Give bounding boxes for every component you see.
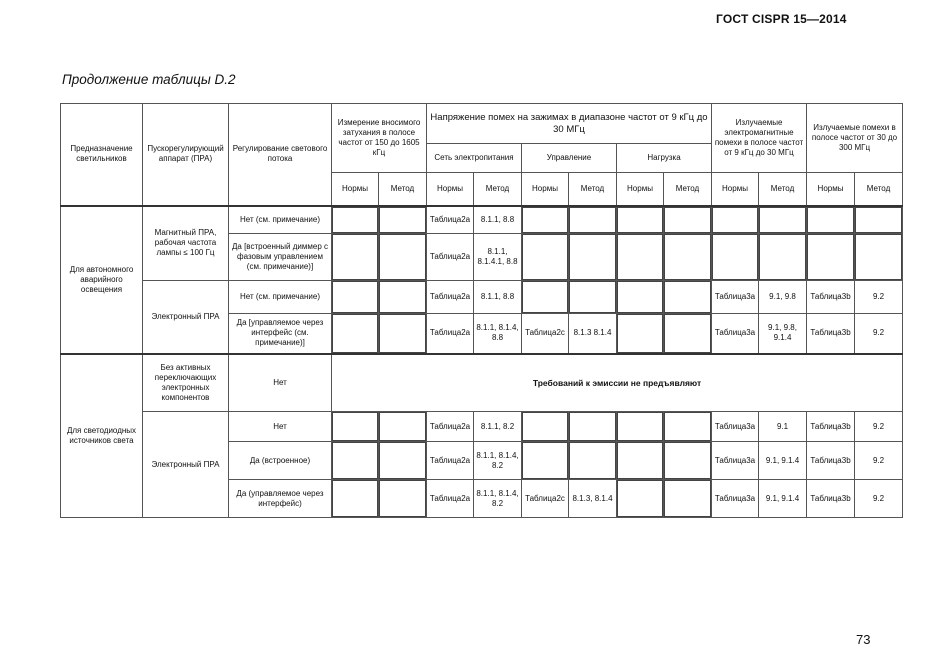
empty-cell — [664, 412, 712, 442]
em-norm: Таблица3а — [712, 281, 759, 314]
mains-method: 8.1.1, 8.2 — [474, 412, 522, 442]
regulation-cell: Да (управляемое через интерфейс) — [229, 480, 332, 518]
header-norms: Нормы — [427, 173, 474, 206]
ballast-electronic: Электронный ПРА — [143, 281, 229, 354]
empty-cell — [379, 412, 427, 442]
em-norm: Таблица3а — [712, 412, 759, 442]
empty-cell — [712, 206, 759, 234]
empty-cell — [569, 234, 617, 281]
empty-cell — [379, 314, 427, 354]
empty-cell — [522, 234, 569, 281]
mains-norm: Таблица2а — [427, 314, 474, 354]
em-method: 9.1, 9.8, 9.1.4 — [759, 314, 807, 354]
radiated-norm: Таблица3b — [807, 442, 855, 480]
radiated-norm: Таблица3b — [807, 480, 855, 518]
empty-cell — [569, 206, 617, 234]
em-norm: Таблица3а — [712, 314, 759, 354]
empty-cell — [332, 412, 379, 442]
ballast-electronic: Электронный ПРА — [143, 412, 229, 518]
mains-method: 8.1.1, 8.8 — [474, 206, 522, 234]
control-method: 8.1.3 8.1.4 — [569, 314, 617, 354]
header-purpose: Предназначение светильников — [61, 104, 143, 206]
radiated-method: 9.2 — [855, 281, 903, 314]
header-load: Нагрузка — [617, 144, 712, 173]
empty-cell — [712, 234, 759, 281]
control-method: 8.1.3, 8.1.4 — [569, 480, 617, 518]
regulation-cell: Нет — [229, 412, 332, 442]
empty-cell — [807, 234, 855, 281]
radiated-method: 9.2 — [855, 480, 903, 518]
header-voltage-group: Напряжение помех на зажимах в диапазоне частот от 9 кГц до 30 МГц — [427, 104, 712, 144]
header-radiated-em: Излучаемые электромагнитные помехи в полосе частот от 9 кГц до 30 МГц — [712, 104, 807, 173]
regulation-cell: Да [управляемое через интерфейс (см. примечание)] — [229, 314, 332, 354]
table-row — [61, 206, 903, 234]
regulation-cell: Да [встроенный диммер с фазовым управлением (см. примечание)] — [229, 234, 332, 281]
header-norms: Нормы — [807, 173, 855, 206]
header-method: Метод — [855, 173, 903, 206]
mains-norm: Таблица2а — [427, 206, 474, 234]
empty-cell — [332, 314, 379, 354]
header-control: Управление — [522, 144, 617, 173]
header-norms: Нормы — [712, 173, 759, 206]
header-method: Метод — [759, 173, 807, 206]
empty-cell — [759, 234, 807, 281]
radiated-method: 9.2 — [855, 314, 903, 354]
header-norms: Нормы — [617, 173, 664, 206]
empty-cell — [664, 206, 712, 234]
em-method: 9.1 — [759, 412, 807, 442]
empty-cell — [569, 442, 617, 480]
radiated-method: 9.2 — [855, 412, 903, 442]
radiated-norm: Таблица3b — [807, 412, 855, 442]
empty-cell — [379, 442, 427, 480]
header-ballast: Пускорегулирующий аппарат (ПРА) — [143, 104, 229, 206]
document-id: ГОСТ CISPR 15—2014 — [716, 12, 847, 26]
empty-cell — [569, 281, 617, 314]
control-norm: Таблица2с — [522, 314, 569, 354]
header-regulation: Регулирование светового потока — [229, 104, 332, 206]
em-norm: Таблица3а — [712, 442, 759, 480]
empty-cell — [855, 234, 903, 281]
header-norms: Нормы — [332, 173, 379, 206]
mains-norm: Таблица2а — [427, 480, 474, 518]
em-norm: Таблица3а — [712, 480, 759, 518]
empty-cell — [332, 206, 379, 234]
mains-method: 8.1.1, 8.1.4.1, 8.8 — [474, 234, 522, 281]
em-method: 9.1, 9.1.4 — [759, 480, 807, 518]
regulation-cell: Да (встроенное) — [229, 442, 332, 480]
mains-method: 8.1.1, 8.1.4, 8.8 — [474, 314, 522, 354]
header-method: Метод — [474, 173, 522, 206]
em-method: 9.1, 9.1.4 — [759, 442, 807, 480]
empty-cell — [332, 234, 379, 281]
mains-norm: Таблица2а — [427, 281, 474, 314]
empty-cell — [522, 412, 569, 442]
mains-method: 8.1.1, 8.1.4, 8.2 — [474, 480, 522, 518]
regulation-cell: Нет (см. примечание) — [229, 206, 332, 234]
header-method: Метод — [569, 173, 617, 206]
empty-cell — [617, 314, 664, 354]
empty-cell — [617, 480, 664, 518]
regulation-cell: Нет — [229, 354, 332, 412]
header-radiated-30-300: Излучаемые помехи в полосе частот от 30 до 300 МГц — [807, 104, 903, 173]
empty-cell — [332, 442, 379, 480]
mains-norm: Таблица2а — [427, 442, 474, 480]
empty-cell — [379, 234, 427, 281]
ballast-magnetic: Магнитный ПРА, рабочая частота лампы ≤ 100 Гц — [143, 206, 229, 281]
empty-cell — [617, 281, 664, 314]
group-led: Для светодиодных источников света — [61, 354, 143, 518]
regulation-cell: Нет (см. примечание) — [229, 281, 332, 314]
page-number: 73 — [856, 632, 871, 647]
header-insertion-loss: Измерение вносимого затухания в полосе частот от 150 до 1605 кГц — [332, 104, 427, 173]
empty-cell — [855, 206, 903, 234]
empty-cell — [569, 412, 617, 442]
header-method: Метод — [379, 173, 427, 206]
empty-cell — [664, 314, 712, 354]
empty-cell — [664, 442, 712, 480]
empty-cell — [379, 480, 427, 518]
empty-cell — [522, 281, 569, 314]
empty-cell — [759, 206, 807, 234]
header-mains: Сеть электропитания — [427, 144, 522, 173]
empty-cell — [807, 206, 855, 234]
empty-cell — [617, 234, 664, 281]
empty-cell — [332, 480, 379, 518]
mains-method: 8.1.1, 8.8 — [474, 281, 522, 314]
empty-cell — [664, 281, 712, 314]
empty-cell — [379, 206, 427, 234]
empty-cell — [379, 281, 427, 314]
no-emission-note: Требований к эмиссии не предъявляют — [332, 354, 903, 412]
table-row — [61, 354, 903, 412]
empty-cell — [664, 480, 712, 518]
table-row — [61, 281, 903, 314]
empty-cell — [617, 412, 664, 442]
mains-norm: Таблица2а — [427, 412, 474, 442]
emission-table — [60, 103, 903, 518]
mains-norm: Таблица2а — [427, 234, 474, 281]
header-method: Метод — [664, 173, 712, 206]
header-norms: Нормы — [522, 173, 569, 206]
table-caption: Продолжение таблицы D.2 — [62, 72, 236, 87]
radiated-norm: Таблица3b — [807, 314, 855, 354]
control-norm: Таблица2с — [522, 480, 569, 518]
empty-cell — [522, 206, 569, 234]
empty-cell — [664, 234, 712, 281]
radiated-method: 9.2 — [855, 442, 903, 480]
empty-cell — [332, 281, 379, 314]
empty-cell — [522, 442, 569, 480]
mains-method: 8.1.1, 8.1.4, 8.2 — [474, 442, 522, 480]
em-method: 9.1, 9.8 — [759, 281, 807, 314]
radiated-norm: Таблица3b — [807, 281, 855, 314]
empty-cell — [617, 206, 664, 234]
empty-cell — [617, 442, 664, 480]
ballast-no-active: Без активных переключающих электронных компонентов — [143, 354, 229, 412]
table-row — [61, 412, 903, 442]
group-emergency: Для автономного аварийного освещения — [61, 206, 143, 354]
